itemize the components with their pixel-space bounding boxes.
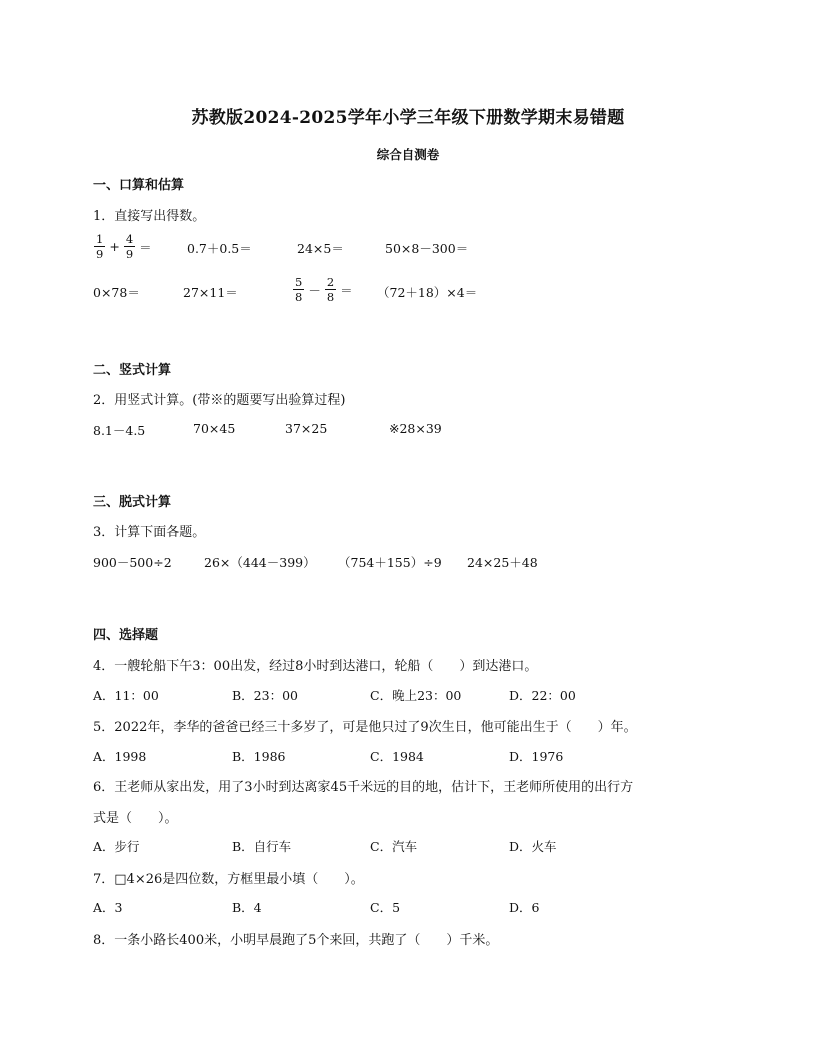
oral-problem: 0×78＝ [93,285,140,300]
question-2: 2．用竖式计算。(带※的题要写出验算过程) [93,393,346,408]
oral-problem: 0.7＋0.5＝ [187,241,252,256]
question-1: 1．直接写出得数。 [93,209,206,224]
option-c: C．汽车 [370,839,418,854]
fraction-2: $\frac{2}{8}$ [326,275,335,304]
fraction-add-problem: $\frac{1}{9}$ + $\frac{4}{9}$ ＝ [96,232,152,261]
fraction-1: $\frac{1}{9}$ [96,232,104,261]
option-a: A．11：00 [93,688,159,703]
vertical-calc-item: 70×45 [193,421,236,436]
question-3: 3．计算下面各题。 [93,525,206,540]
question-8: 8．一条小路长400米，小明早晨跑了5个来回，共跑了（ ）千米。 [93,933,499,948]
oral-problem: 24×5＝ [297,241,344,256]
question-7: 7．□4×26是四位数，方框里最小填（ ）。 [93,872,364,887]
oral-problem: 27×11＝ [183,285,238,300]
option-d: D．22：00 [509,688,576,703]
option-c: C．5 [370,900,401,915]
vertical-calc-item: 37×25 [285,421,328,436]
oral-problem: 50×8－300＝ [385,241,469,256]
option-d: D．火车 [509,839,557,854]
option-b: B．1986 [232,749,286,764]
page-title: 苏教版2024-2025学年小学三年级下册数学期末易错题 [191,108,625,128]
fraction-1: $\frac{5}{8}$ [295,275,303,304]
fraction-2: $\frac{4}{9}$ [125,232,134,261]
vertical-calc-item: ※28×39 [389,421,442,436]
question-4: 4．一艘轮船下午3：00出发，经过8小时到达港口，轮船（ ）到达港口。 [93,659,538,674]
section-heading-3: 三、脱式计算 [93,495,172,510]
section-heading-1: 一、口算和估算 [93,178,185,193]
fraction-subtract-problem: $\frac{5}{8}$ － $\frac{2}{8}$ ＝ [295,275,353,304]
oral-problem: （72＋18）×4＝ [377,285,478,300]
question-5: 5．2022年，李华的爸爸已经三十多岁了，可是他只过了9次生日，他可能出生于（ ）年。 [93,720,637,735]
option-a: A．1998 [93,749,147,764]
option-d: D．1976 [509,749,564,764]
question-6-continued: 式是（ ）。 [93,811,178,826]
vertical-calc-item: 8.1－4.5 [93,423,146,438]
step-calc-item: 26×（444－399） [204,555,316,570]
option-d: D．6 [509,900,540,915]
option-b: B．23：00 [232,688,298,703]
question-6: 6．王老师从家出发，用了3小时到达离家45千米远的目的地，估计下，王老师所使用的出行方 [93,780,634,795]
option-a: A．步行 [93,839,140,854]
option-a: A．3 [93,900,123,915]
section-heading-4: 四、选择题 [93,628,159,643]
option-b: B．4 [232,900,262,915]
option-c: C．晚上23：00 [370,688,462,703]
option-c: C．1984 [370,749,424,764]
step-calc-item: 24×25＋48 [467,555,538,570]
step-calc-item: 900－500÷2 [93,555,172,570]
option-b: B．自行车 [232,839,292,854]
section-heading-2: 二、竖式计算 [93,363,172,378]
step-calc-item: （754＋155）÷9 [338,555,442,570]
page-subtitle: 综合自测卷 [376,147,440,162]
